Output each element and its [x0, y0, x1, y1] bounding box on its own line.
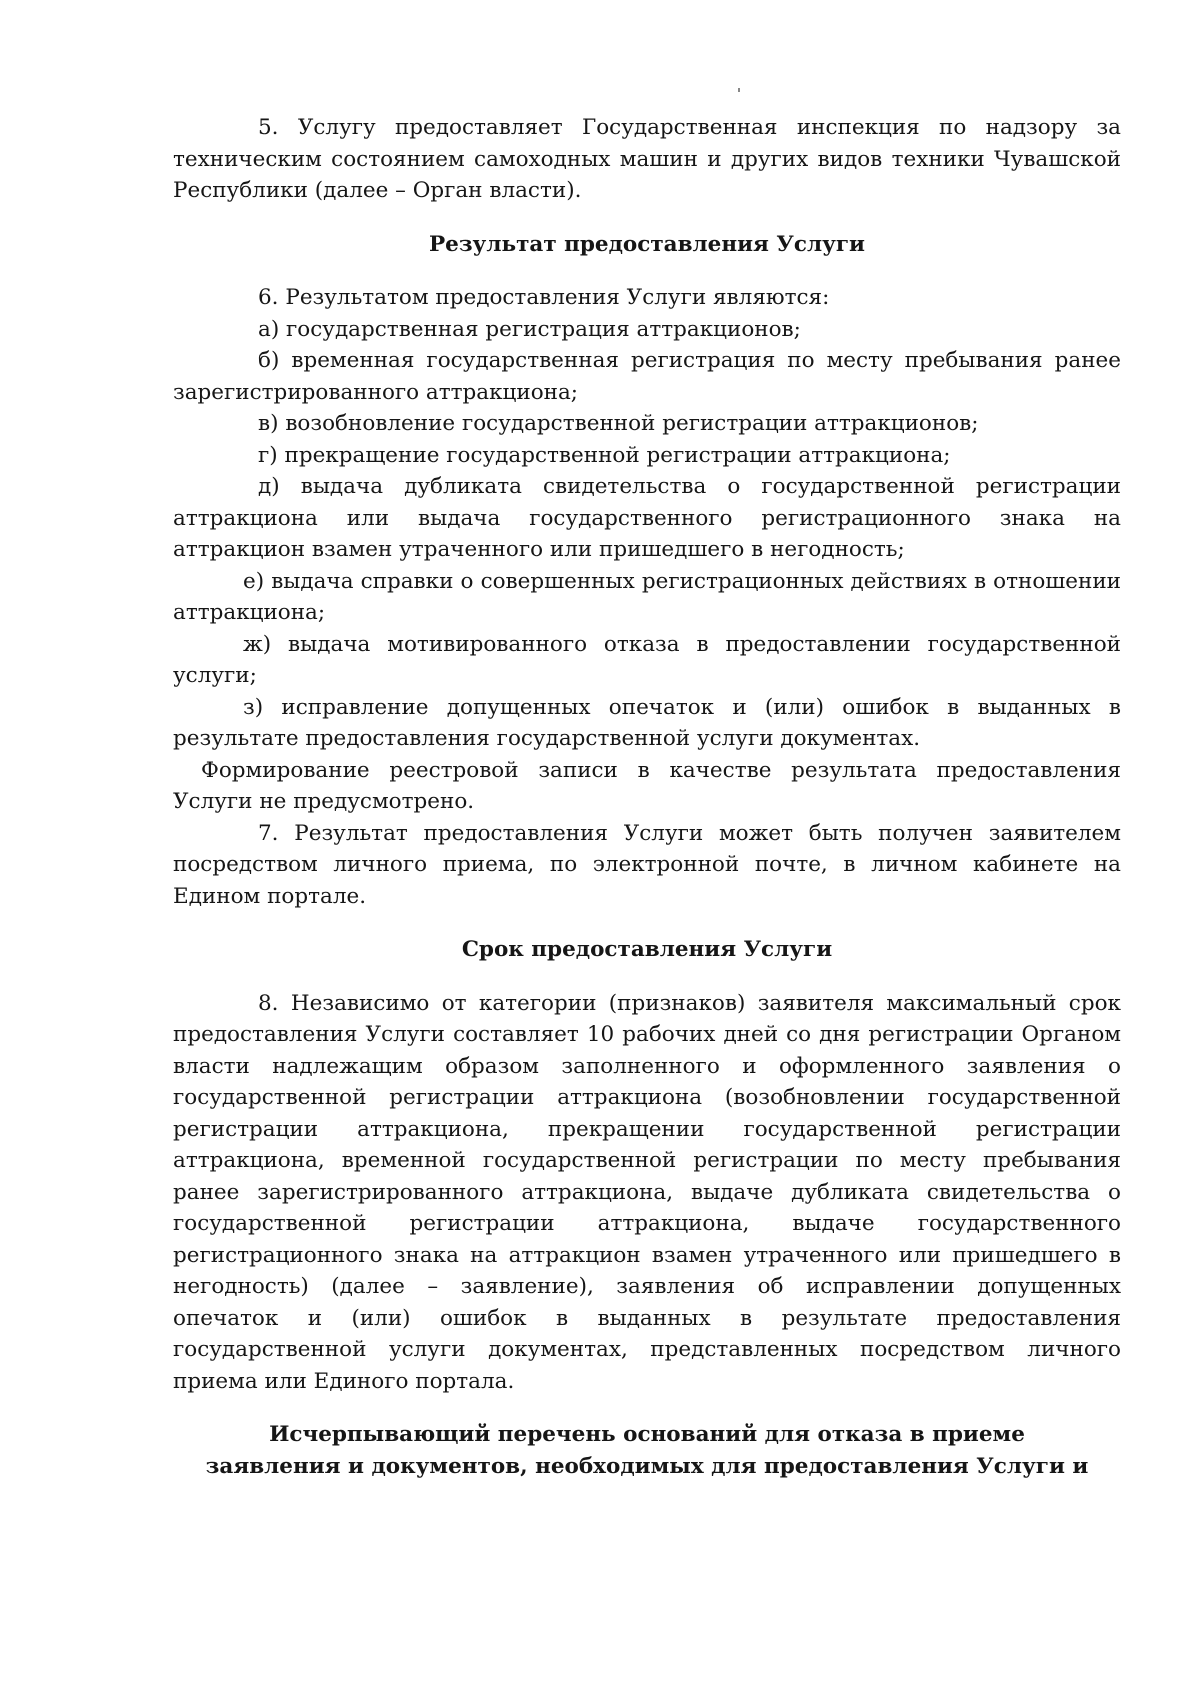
document-body [173, 112, 1121, 1482]
heading-refusal-line-2: заявления и документов, необходимых для предоставления Услуги и [205, 1453, 1089, 1479]
heading-term: Срок предоставления Услуги [461, 937, 833, 962]
list-item-g: г) прекращение государственной регистрации аттракциона; [258, 442, 951, 468]
paragraph-7: 7. Результат предоставления Услуги может быть получен заявителем посредством личного приема, по электронной почте, в личном кабинете на Едином портале. [173, 820, 1121, 909]
heading-refusal-line-1: Исчерпывающий перечень оснований для отказа в приеме [269, 1422, 1025, 1447]
list-item-e: е) выдача справки о совершенных регистрационных действиях в отношении аттракциона; [173, 568, 1121, 625]
paragraph-8: 8. Независимо от категории (признаков) заявителя максимальный срок предоставления Услуги составляет 10 рабочих дней со дня регистрации Органом власти надлежащим образом заполненного и оформленного заявления о государственной регистрации аттракциона (возобновлении государственной регистрации аттракциона, прекращении государственной регистрации аттракциона, временной государственной регистрации по месту пребывания ранее зарегистрированного аттракциона, выдаче дубликата свидетельства о государственной регистрации аттракциона, выдаче государственного регистрационного знака на аттракцион взамен утраченного или пришедшего в негодность) (далее – заявление), заявления об исправлении допущенных опечаток и (или) ошибок в выданных в результате предоставления государственной услуги документах, представленных посредством личного приема или Единого портала. [173, 990, 1121, 1394]
scan-artifact [738, 88, 740, 92]
paragraph-5: 5. Услугу предоставляет Государственная инспекция по надзору за техническим состоянием самоходных машин и других видов техники Чувашской Республики (далее – Орган власти). [173, 115, 1121, 203]
list-item-zh: ж) выдача мотивированного отказа в предоставлении государственной услуги; [173, 631, 1121, 688]
paragraph-6: 6. Результатом предоставления Услуги являются: [258, 285, 830, 310]
heading-refusal [173, 1419, 1121, 1482]
list-item-a: а) государственная регистрация аттракционов; [258, 316, 801, 342]
paragraph-registry: Формирование реестровой записи в качестве результата предоставления Услуги не предусмотрено. [173, 757, 1121, 814]
list-item-z: з) исправление допущенных опечаток и (или) ошибок в выданных в результате предоставления государственной услуги документах. [173, 694, 1121, 751]
heading-result: Результат предоставления Услуги [428, 231, 865, 257]
list-item-b: б) временная государственная регистрация по месту пребывания ранее зарегистрированного аттракциона; [173, 348, 1121, 405]
list-item-v: в) возобновление государственной регистрации аттракционов; [258, 411, 979, 436]
list-item-d: д) выдача дубликата свидетельства о государственной регистрации аттракциона или выдача государственного регистрационного знака на аттракцион взамен утраченного или пришедшего в негодность; [173, 474, 1121, 562]
